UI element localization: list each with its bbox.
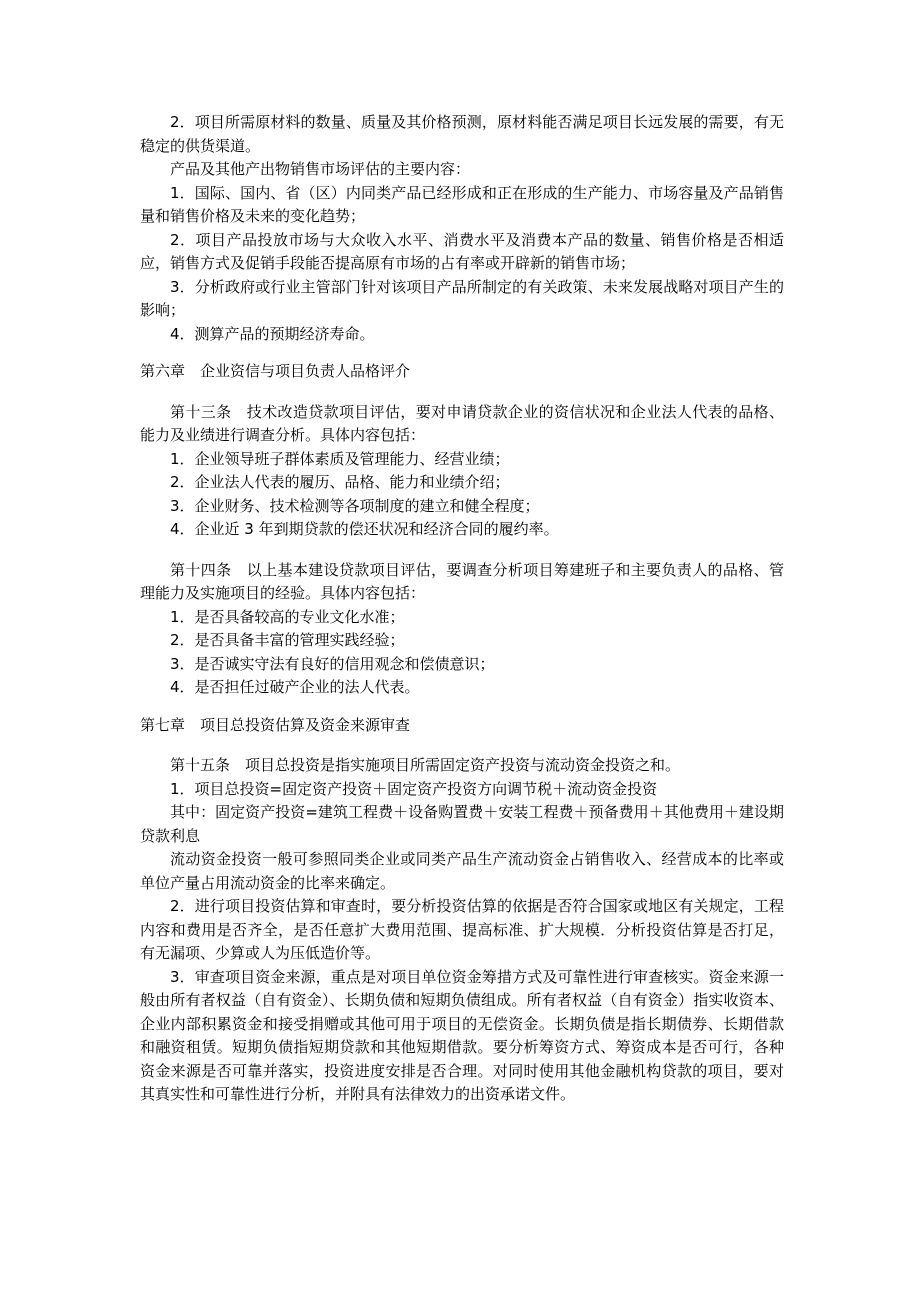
article-15: 第十五条 项目总投资是指实施项目所需固定资产投资与流动资金投资之和。 (170, 756, 681, 774)
article-14: 第十四条 以上基本建设贷款项目评估，要调查分析项目筹建班子和主要负责人的品格、管理能力及实施项目的经验。具体内容包括： (140, 560, 784, 602)
paragraph-market-item-2: 2．项目产品投放市场与大众收入水平、消费水平及消费本产品的数量、销售价格是否相适应，销售方式及促销手段能否提高原有市场的占有率或开辟新的销售市场； (140, 230, 784, 272)
document-body (140, 111, 784, 1107)
article-14-item-1: 1．是否具备较高的专业文化水准； (170, 607, 405, 626)
article-13-item-2: 2．企业法人代表的履历、品格、能力和业绩介绍； (170, 473, 510, 491)
paragraph-market-evaluation-intro: 产品及其他产出物销售市场评估的主要内容： (170, 160, 471, 178)
article-13-item-3: 3．企业财务、技术检测等各项制度的建立和健全程度； (170, 496, 540, 515)
paragraph-market-item-1: 1．国际、国内、省（区）内同类产品已经形成和正在形成的生产能力、市场容量及产品销售量和销售价格及未来的变化趋势； (140, 183, 784, 225)
paragraph-market-item-4: 4．测算产品的预期经济寿命。 (170, 324, 375, 343)
article-15-item-1: 1．项目总投资=固定资产投资＋固定资产投资方向调节税＋流动资金投资 (170, 779, 658, 798)
article-15-item-3: 3．审查项目资金来源，重点是对项目单位资金筹措方式及可靠性进行审查核实。资金来源一般由所有者权益（自有资金）、长期负债和短期负债组成。所有者权益（自有资金）指实收资本、企业内部积累资金和接受捐赠或其他可用于项目的无偿资金。长期负债是指长期债券、长期借款和融资租赁。短期负债指短期贷款和其他短期借款。要分析筹资方式、筹资成本是否可行，各种资金来源是否可靠并落实，投资进度安排是否合理。对同时使用其他金融机构贷款的项目，要对其真实性和可靠性进行分析，并附具有法律效力的出资承诺文件。 (140, 967, 784, 1103)
article-13: 第十三条 技术改造贷款项目评估，要对申请贷款企业的资信状况和企业法人代表的品格、能力及业绩进行调查分析。具体内容包括： (140, 402, 784, 444)
article-15-fixed-asset-formula: 其中：固定资产投资=建筑工程费＋设备购置费＋安装工程费＋预备费用＋其他费用＋建设期贷款利息 (140, 803, 784, 845)
article-15-item-2: 2．进行项目投资估算和审查时，要分析投资估算的依据是否符合国家或地区有关规定，工程内容和费用是否齐全，是否任意扩大费用范围、提高标准、扩大规模．分析投资估算是否打足，有无漏项、少算或人为压低造价等。 (140, 897, 784, 962)
paragraph-raw-material-forecast: 2．项目所需原材料的数量、质量及其价格预测，原材料能否满足项目长远发展的需要，有无稳定的供货渠道。 (140, 113, 784, 155)
article-14-item-4: 4．是否担任过破产企业的法人代表。 (170, 678, 420, 696)
article-13-item-4: 4．企业近 3 年到期贷款的偿还状况和经济合同的履约率。 (170, 520, 559, 538)
article-14-item-3: 3．是否诚实守法有良好的信用观念和偿债意识； (170, 654, 495, 673)
chapter-6-heading: 第六章 企业资信与项目负责人品格评介 (140, 362, 411, 380)
paragraph-market-item-3: 3．分析政府或行业主管部门针对该项目产品所制定的有关政策、未来发展战略对项目产生的影响； (140, 277, 784, 319)
article-13-item-1: 1．企业领导班子群体素质及管理能力、经营业绩； (170, 449, 510, 468)
article-14-item-2: 2．是否具备丰富的管理实践经验； (170, 631, 405, 649)
article-15-working-capital: 流动资金投资一般可参照同类企业或同类产品生产流动资金占销售收入、经营成本的比率或单位产量占用流动资金的比率来确定。 (140, 850, 784, 892)
chapter-7-heading: 第七章 项目总投资估算及资金来源审查 (140, 715, 411, 734)
